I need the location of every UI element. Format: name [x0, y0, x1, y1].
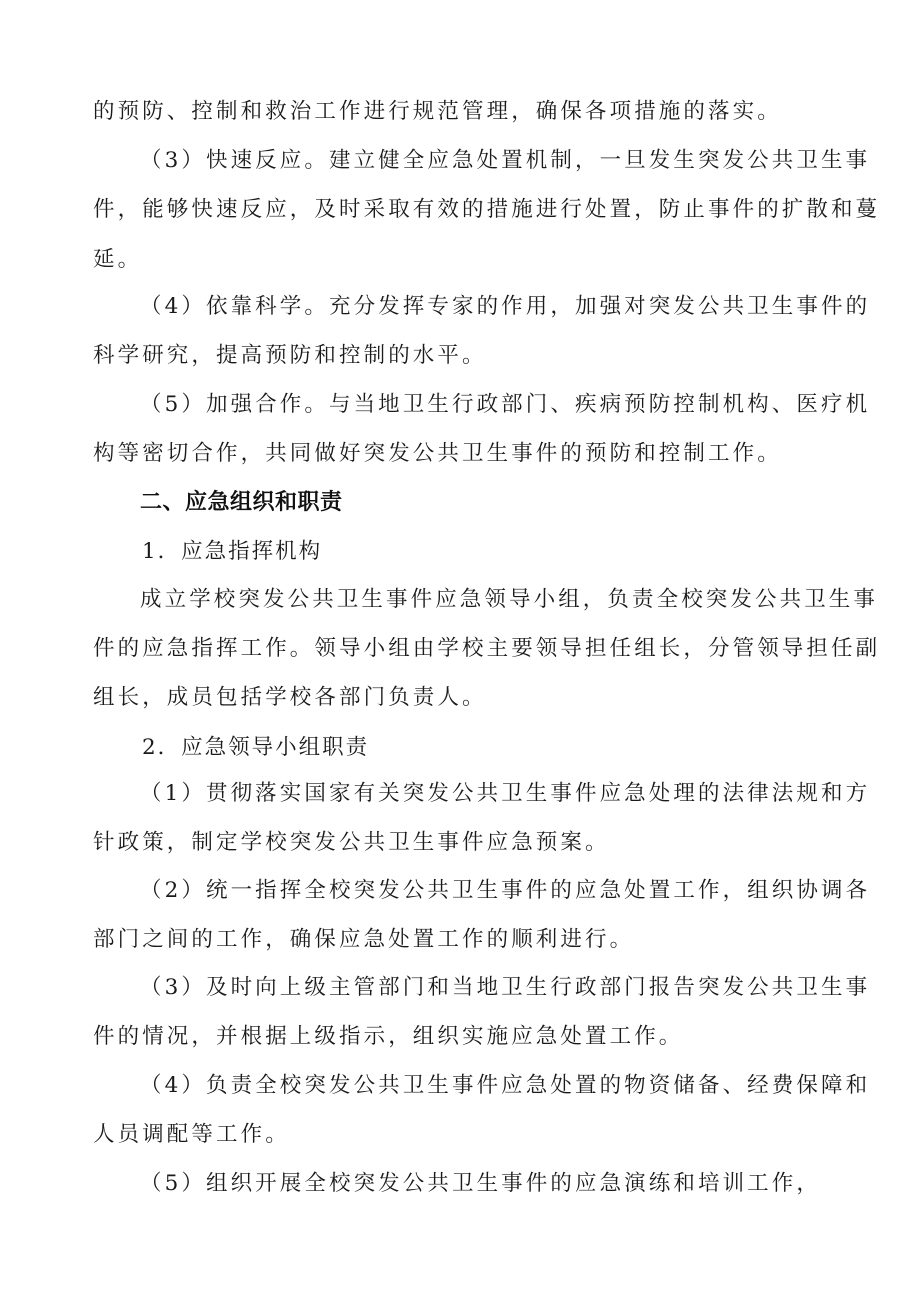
paragraph-line: 构等密切合作，共同做好突发公共卫生事件的预防和控制工作。 — [93, 441, 782, 466]
paragraph-line: （2）统一指挥全校突发公共卫生事件的应急处置工作，组织协调各 — [140, 878, 871, 903]
paragraph-line: （3）快速反应。建立健全应急处置机制，一旦发生突发公共卫生事 — [140, 148, 871, 173]
paragraph-line: 部门之间的工作，确保应急处置工作的顺利进行。 — [93, 927, 635, 952]
paragraph-line: 成立学校突发公共卫生事件应急领导小组，负责全校突发公共卫生事 — [140, 587, 879, 612]
paragraph-line: （5）组织开展全校突发公共卫生事件的应急演练和培训工作， — [140, 1171, 821, 1196]
paragraph-line: 件的应急指挥工作。领导小组由学校主要领导担任组长，分管领导担任副 — [93, 636, 881, 661]
paragraph-line: （5）加强合作。与当地卫生行政部门、疾病预防控制机构、医疗机 — [140, 392, 871, 417]
paragraph-line: 件的情况，并根据上级指示，组织实施应急处置工作。 — [93, 1024, 684, 1049]
paragraph-line: （3）及时向上级主管部门和当地卫生行政部门报告突发公共卫生事 — [140, 975, 871, 1000]
paragraph-line: 科学研究，提高预防和控制的水平。 — [93, 343, 487, 368]
paragraph-line: 人员调配等工作。 — [93, 1122, 290, 1147]
section-heading: 二、应急组织和职责 — [140, 490, 343, 515]
paragraph-line: （4）依靠科学。充分发挥专家的作用，加强对突发公共卫生事件的 — [140, 294, 871, 319]
paragraph-line: 件，能够快速反应，及时采取有效的措施进行处置，防止事件的扩散和蔓 — [93, 197, 881, 222]
paragraph-line: 的预防、控制和救治工作进行规范管理，确保各项措施的落实。 — [93, 99, 782, 124]
paragraph-line: 组长，成员包括学校各部门负责人。 — [93, 685, 487, 710]
paragraph-line: 针政策，制定学校突发公共卫生事件应急预案。 — [93, 830, 610, 855]
paragraph-line: （4）负责全校突发公共卫生事件应急处置的物资储备、经费保障和 — [140, 1073, 871, 1098]
subsection-heading: 1．应急指挥机构 — [142, 539, 323, 564]
paragraph-line: 延。 — [93, 247, 143, 272]
paragraph-line: （1）贯彻落实国家有关突发公共卫生事件应急处理的法律法规和方 — [140, 781, 871, 806]
subsection-heading: 2．应急领导小组职责 — [142, 735, 370, 760]
